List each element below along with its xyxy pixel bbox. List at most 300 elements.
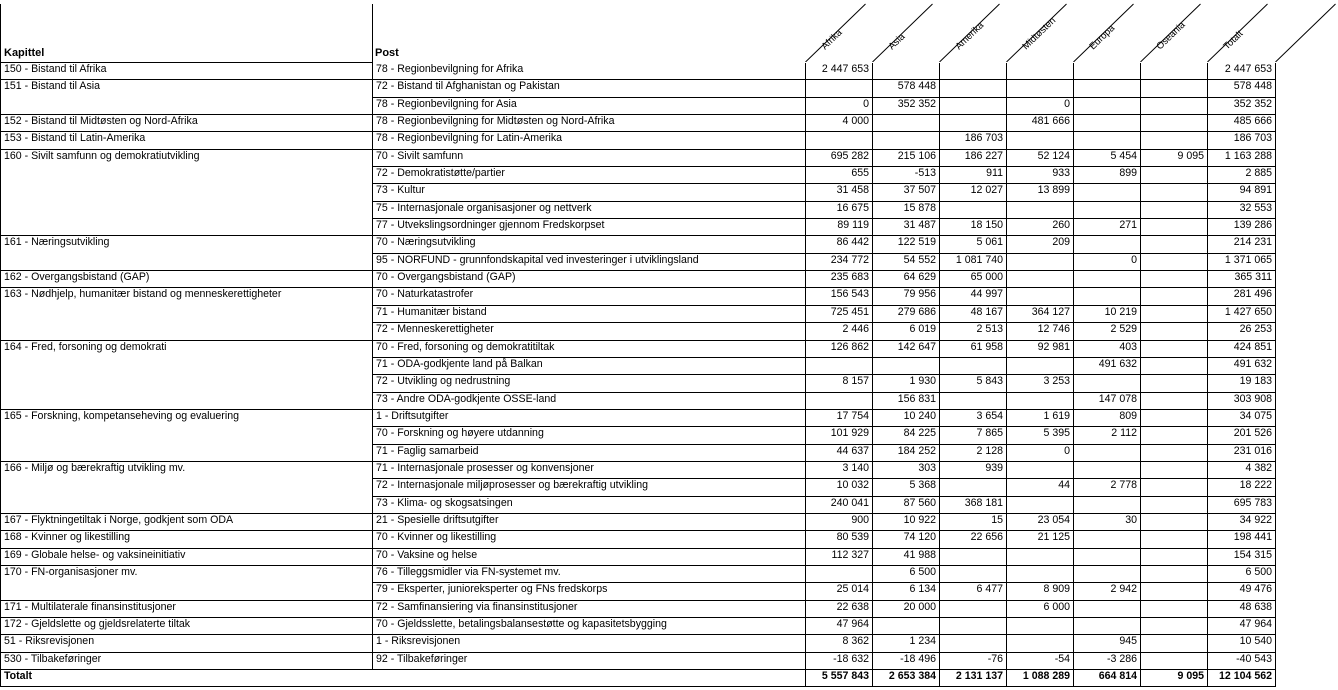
value-cell-europa (1074, 444, 1141, 461)
kapittel-cell (1, 219, 373, 236)
value-cell-europa: -3 286 (1074, 652, 1141, 669)
table-row (1, 132, 1276, 149)
value-cell-oseania (1141, 635, 1208, 652)
value-cell-asia: 54 552 (873, 253, 940, 270)
value-cell-afrika: 655 (806, 167, 873, 184)
value-cell-afrika: 44 637 (806, 444, 873, 461)
post-cell: 78 - Regionbevilgning for Midtøsten og Nord-Afrika (373, 115, 806, 132)
value-cell-europa: 0 (1074, 253, 1141, 270)
header-post: Post (375, 47, 399, 59)
value-cell-midtosten: 0 (1007, 444, 1074, 461)
post-cell: 70 - Vaksine og helse (373, 548, 806, 565)
value-cell-midtosten: 21 125 (1007, 531, 1074, 548)
value-cell-europa (1074, 184, 1141, 201)
post-cell: 73 - Kultur (373, 184, 806, 201)
header-region-amerika: Amerika (953, 20, 987, 53)
post-cell: 75 - Internasjonale organisasjoner og nettverk (373, 201, 806, 218)
value-cell-afrika: 900 (806, 513, 873, 530)
value-cell-amerika: 368 181 (940, 496, 1007, 513)
appropriation-table (0, 62, 1276, 687)
post-cell: 78 - Regionbevilgning for Latin-Amerika (373, 132, 806, 149)
value-cell-europa (1074, 115, 1141, 132)
table-row (1, 184, 1276, 201)
value-cell-asia: 74 120 (873, 531, 940, 548)
table-row (1, 392, 1276, 409)
table-row (1, 548, 1276, 565)
value-cell-midtosten: 481 666 (1007, 115, 1074, 132)
value-cell-totalt: 303 908 (1208, 392, 1276, 409)
post-cell: 71 - Faglig samarbeid (373, 444, 806, 461)
value-cell-midtosten: 13 899 (1007, 184, 1074, 201)
value-cell-totalt: 578 448 (1208, 80, 1276, 97)
value-cell-afrika: 235 683 (806, 271, 873, 288)
value-cell-afrika: 89 119 (806, 219, 873, 236)
value-cell-totalt: 198 441 (1208, 531, 1276, 548)
value-cell-totalt: 186 703 (1208, 132, 1276, 149)
table-row (1, 97, 1276, 114)
table-body (1, 63, 1276, 687)
value-cell-totalt: 4 382 (1208, 461, 1276, 478)
value-cell-totalt: 48 638 (1208, 600, 1276, 617)
value-cell-midtosten (1007, 635, 1074, 652)
value-cell-midtosten (1007, 288, 1074, 305)
value-cell-midtosten: 3 253 (1007, 375, 1074, 392)
kapittel-cell (1, 201, 373, 218)
value-cell-amerika (940, 600, 1007, 617)
value-cell-oseania (1141, 323, 1208, 340)
value-cell-amerika (940, 357, 1007, 374)
kapittel-cell: 163 - Nødhjelp, humanitær bistand og menneskerettigheter (1, 288, 373, 305)
value-cell-europa (1074, 236, 1141, 253)
kapittel-cell: 164 - Fred, forsoning og demokrati (1, 340, 373, 357)
value-cell-totalt: 231 016 (1208, 444, 1276, 461)
kapittel-cell (1, 97, 373, 114)
value-cell-totalt: 281 496 (1208, 288, 1276, 305)
post-cell: 72 - Menneskerettigheter (373, 323, 806, 340)
kapittel-cell (1, 392, 373, 409)
table-row (1, 80, 1276, 97)
value-cell-afrika: 101 929 (806, 427, 873, 444)
value-cell-midtosten: 23 054 (1007, 513, 1074, 530)
value-cell-afrika: 156 543 (806, 288, 873, 305)
value-cell-afrika (806, 392, 873, 409)
value-cell-afrika: 4 000 (806, 115, 873, 132)
value-cell-oseania (1141, 444, 1208, 461)
table-row (1, 149, 1276, 166)
value-cell-afrika: 112 327 (806, 548, 873, 565)
value-cell-amerika: 44 997 (940, 288, 1007, 305)
value-cell-midtosten (1007, 548, 1074, 565)
post-cell: 72 - Samfinansiering via finansinstitusjoner (373, 600, 806, 617)
value-cell-amerika (940, 392, 1007, 409)
table-row (1, 409, 1276, 426)
kapittel-cell: 171 - Multilaterale finansinstitusjoner (1, 600, 373, 617)
value-cell-europa: 2 112 (1074, 427, 1141, 444)
value-cell-totalt: 47 964 (1208, 618, 1276, 635)
value-cell-oseania (1141, 271, 1208, 288)
table-row (1, 618, 1276, 635)
value-cell-europa: 147 078 (1074, 392, 1141, 409)
value-cell-amerika: 186 703 (940, 132, 1007, 149)
value-cell-totalt: 34 075 (1208, 409, 1276, 426)
value-cell-oseania (1141, 305, 1208, 322)
value-cell-midtosten: 5 395 (1007, 427, 1074, 444)
value-cell-oseania (1141, 236, 1208, 253)
value-cell-totalt: 2 447 653 (1208, 63, 1276, 80)
value-cell-asia: 41 988 (873, 548, 940, 565)
kapittel-cell (1, 167, 373, 184)
kapittel-cell: 160 - Sivilt samfunn og demokratiutvikling (1, 149, 373, 166)
post-cell: 70 - Sivilt samfunn (373, 149, 806, 166)
value-cell-afrika: 16 675 (806, 201, 873, 218)
value-cell-asia: 10 240 (873, 409, 940, 426)
value-cell-asia: 1 930 (873, 375, 940, 392)
value-cell-midtosten: 260 (1007, 219, 1074, 236)
kapittel-cell (1, 184, 373, 201)
value-cell-oseania (1141, 80, 1208, 97)
value-cell-afrika: 0 (806, 97, 873, 114)
value-cell-afrika (806, 80, 873, 97)
value-cell-afrika (806, 357, 873, 374)
value-cell-amerika: 1 081 740 (940, 253, 1007, 270)
table-row (1, 496, 1276, 513)
value-cell-amerika: 5 061 (940, 236, 1007, 253)
header-divider (1276, 4, 1336, 62)
value-cell-amerika: 65 000 (940, 271, 1007, 288)
post-cell: 71 - ODA-godkjente land på Balkan (373, 357, 806, 374)
value-cell-afrika: 725 451 (806, 305, 873, 322)
kapittel-cell (1, 496, 373, 513)
value-cell-amerika: 22 656 (940, 531, 1007, 548)
value-cell-midtosten (1007, 271, 1074, 288)
value-cell-europa: 945 (1074, 635, 1141, 652)
kapittel-cell: 161 - Næringsutvikling (1, 236, 373, 253)
value-cell-afrika (806, 132, 873, 149)
value-cell-totalt: 139 286 (1208, 219, 1276, 236)
value-cell-asia (873, 618, 940, 635)
kapittel-cell: 151 - Bistand til Asia (1, 80, 373, 97)
value-cell-midtosten: 12 746 (1007, 323, 1074, 340)
post-cell: 1 - Driftsutgifter (373, 409, 806, 426)
value-cell-afrika: 25 014 (806, 583, 873, 600)
kapittel-cell (1, 253, 373, 270)
value-cell-oseania (1141, 63, 1208, 80)
value-cell-oseania (1141, 375, 1208, 392)
value-cell-midtosten (1007, 392, 1074, 409)
value-cell-europa (1074, 531, 1141, 548)
value-cell-totalt: 1 163 288 (1208, 149, 1276, 166)
kapittel-cell (1, 375, 373, 392)
value-cell-midtosten (1007, 618, 1074, 635)
value-cell-oseania (1141, 132, 1208, 149)
value-cell-midtosten (1007, 461, 1074, 478)
value-cell-totalt: 19 183 (1208, 375, 1276, 392)
value-cell-asia (873, 132, 940, 149)
value-cell-europa: 30 (1074, 513, 1141, 530)
value-cell-afrika: 2 446 (806, 323, 873, 340)
table-row (1, 444, 1276, 461)
value-cell-oseania (1141, 513, 1208, 530)
value-cell-amerika (940, 635, 1007, 652)
post-cell: 95 - NORFUND - grunnfondskapital ved investeringer i utviklingsland (373, 253, 806, 270)
value-cell-asia: 20 000 (873, 600, 940, 617)
total-label: Totalt (1, 670, 806, 687)
kapittel-cell (1, 583, 373, 600)
kapittel-cell: 162 - Overgangsbistand (GAP) (1, 271, 373, 288)
total-cell-totalt: 12 104 562 (1208, 670, 1276, 687)
value-cell-asia: 87 560 (873, 496, 940, 513)
kapittel-cell: 152 - Bistand til Midtøsten og Nord-Afrika (1, 115, 373, 132)
value-cell-midtosten (1007, 80, 1074, 97)
value-cell-asia: -18 496 (873, 652, 940, 669)
value-cell-europa (1074, 548, 1141, 565)
post-cell: 78 - Regionbevilgning for Afrika (373, 63, 806, 80)
value-cell-midtosten: 44 (1007, 479, 1074, 496)
value-cell-amerika: 3 654 (940, 409, 1007, 426)
value-cell-asia: 122 519 (873, 236, 940, 253)
table-row (1, 461, 1276, 478)
value-cell-afrika: -18 632 (806, 652, 873, 669)
value-cell-amerika (940, 548, 1007, 565)
value-cell-oseania (1141, 357, 1208, 374)
total-cell-oseania: 9 095 (1141, 670, 1208, 687)
value-cell-asia: 6 134 (873, 583, 940, 600)
value-cell-oseania (1141, 340, 1208, 357)
value-cell-afrika: 86 442 (806, 236, 873, 253)
value-cell-asia: 1 234 (873, 635, 940, 652)
table-row (1, 600, 1276, 617)
value-cell-midtosten: -54 (1007, 652, 1074, 669)
header-kapittel: Kapittel (4, 47, 45, 59)
post-cell: 21 - Spesielle driftsutgifter (373, 513, 806, 530)
value-cell-afrika: 240 041 (806, 496, 873, 513)
value-cell-europa (1074, 565, 1141, 582)
value-cell-asia: 215 106 (873, 149, 940, 166)
kapittel-cell: 150 - Bistand til Afrika (1, 63, 373, 80)
value-cell-totalt: 2 885 (1208, 167, 1276, 184)
table-row (1, 340, 1276, 357)
value-cell-afrika: 126 862 (806, 340, 873, 357)
kapittel-cell: 170 - FN-organisasjoner mv. (1, 565, 373, 582)
value-cell-midtosten: 6 000 (1007, 600, 1074, 617)
table-row (1, 219, 1276, 236)
value-cell-midtosten (1007, 357, 1074, 374)
table-row (1, 63, 1276, 80)
total-row (1, 670, 1276, 687)
value-cell-amerika: 186 227 (940, 149, 1007, 166)
value-cell-asia: 31 487 (873, 219, 940, 236)
value-cell-totalt: -40 543 (1208, 652, 1276, 669)
value-cell-asia: 37 507 (873, 184, 940, 201)
table-row (1, 271, 1276, 288)
value-cell-amerika: 6 477 (940, 583, 1007, 600)
post-cell: 71 - Internasjonale prosesser og konvensjoner (373, 461, 806, 478)
value-cell-afrika: 10 032 (806, 479, 873, 496)
value-cell-oseania (1141, 219, 1208, 236)
value-cell-afrika: 695 282 (806, 149, 873, 166)
value-cell-europa: 2 529 (1074, 323, 1141, 340)
value-cell-europa: 2 778 (1074, 479, 1141, 496)
value-cell-oseania: 9 095 (1141, 149, 1208, 166)
value-cell-europa (1074, 201, 1141, 218)
value-cell-asia: 303 (873, 461, 940, 478)
value-cell-asia: 352 352 (873, 97, 940, 114)
value-cell-oseania (1141, 392, 1208, 409)
post-cell: 77 - Utvekslingsordninger gjennom Fredskorpset (373, 219, 806, 236)
value-cell-totalt: 18 222 (1208, 479, 1276, 496)
value-cell-afrika: 31 458 (806, 184, 873, 201)
value-cell-amerika (940, 618, 1007, 635)
total-cell-midtosten: 1 088 289 (1007, 670, 1074, 687)
post-cell: 70 - Fred, forsoning og demokratitiltak (373, 340, 806, 357)
table-row (1, 427, 1276, 444)
value-cell-europa (1074, 132, 1141, 149)
value-cell-asia: 64 629 (873, 271, 940, 288)
kapittel-cell (1, 444, 373, 461)
value-cell-europa: 899 (1074, 167, 1141, 184)
value-cell-oseania (1141, 652, 1208, 669)
value-cell-amerika (940, 63, 1007, 80)
value-cell-oseania (1141, 600, 1208, 617)
value-cell-midtosten: 52 124 (1007, 149, 1074, 166)
value-cell-oseania (1141, 409, 1208, 426)
kapittel-cell: 153 - Bistand til Latin-Amerika (1, 132, 373, 149)
value-cell-afrika: 80 539 (806, 531, 873, 548)
kapittel-cell: 168 - Kvinner og likestilling (1, 531, 373, 548)
post-cell: 92 - Tilbakeføringer (373, 652, 806, 669)
value-cell-europa: 271 (1074, 219, 1141, 236)
value-cell-oseania (1141, 167, 1208, 184)
value-cell-afrika: 8 157 (806, 375, 873, 392)
post-cell: 70 - Næringsutvikling (373, 236, 806, 253)
value-cell-amerika: 2 513 (940, 323, 1007, 340)
value-cell-midtosten: 209 (1007, 236, 1074, 253)
value-cell-amerika: 939 (940, 461, 1007, 478)
value-cell-oseania (1141, 184, 1208, 201)
header-region-totalt: Totalt (1221, 28, 1246, 53)
post-cell: 72 - Bistand til Afghanistan og Pakistan (373, 80, 806, 97)
table-row (1, 565, 1276, 582)
kapittel-cell: 172 - Gjeldslette og gjeldsrelaterte tiltak (1, 618, 373, 635)
post-cell: 71 - Humanitær bistand (373, 305, 806, 322)
table-row (1, 253, 1276, 270)
post-cell: 72 - Utvikling og nedrustning (373, 375, 806, 392)
table-row (1, 236, 1276, 253)
post-cell: 76 - Tilleggsmidler via FN-systemet mv. (373, 565, 806, 582)
value-cell-asia: -513 (873, 167, 940, 184)
value-cell-europa (1074, 375, 1141, 392)
value-cell-asia: 15 878 (873, 201, 940, 218)
value-cell-amerika (940, 80, 1007, 97)
header-region-europa: Europa (1087, 22, 1118, 53)
value-cell-europa: 10 219 (1074, 305, 1141, 322)
value-cell-midtosten (1007, 201, 1074, 218)
header-region-asia: Asia (886, 31, 908, 53)
value-cell-totalt: 26 253 (1208, 323, 1276, 340)
value-cell-amerika: 48 167 (940, 305, 1007, 322)
table-row (1, 583, 1276, 600)
value-cell-totalt: 1 427 650 (1208, 305, 1276, 322)
value-cell-asia (873, 63, 940, 80)
value-cell-midtosten: 1 619 (1007, 409, 1074, 426)
kapittel-cell: 167 - Flyktningetiltak i Norge, godkjent som ODA (1, 513, 373, 530)
table-row (1, 479, 1276, 496)
value-cell-totalt: 424 851 (1208, 340, 1276, 357)
value-cell-europa: 5 454 (1074, 149, 1141, 166)
value-cell-asia (873, 115, 940, 132)
value-cell-totalt: 49 476 (1208, 583, 1276, 600)
value-cell-amerika: 7 865 (940, 427, 1007, 444)
value-cell-europa: 491 632 (1074, 357, 1141, 374)
value-cell-asia: 578 448 (873, 80, 940, 97)
header-region-oseania: Oseania (1154, 19, 1188, 53)
value-cell-oseania (1141, 479, 1208, 496)
value-cell-totalt: 365 311 (1208, 271, 1276, 288)
value-cell-midtosten (1007, 253, 1074, 270)
value-cell-europa (1074, 288, 1141, 305)
value-cell-midtosten (1007, 565, 1074, 582)
table-row (1, 288, 1276, 305)
value-cell-oseania (1141, 583, 1208, 600)
value-cell-amerika: 12 027 (940, 184, 1007, 201)
value-cell-oseania (1141, 565, 1208, 582)
kapittel-cell: 530 - Tilbakeføringer (1, 652, 373, 669)
value-cell-totalt: 10 540 (1208, 635, 1276, 652)
kapittel-cell (1, 479, 373, 496)
value-cell-totalt: 352 352 (1208, 97, 1276, 114)
kapittel-cell (1, 427, 373, 444)
value-cell-asia (873, 357, 940, 374)
kapittel-cell: 51 - Riksrevisjonen (1, 635, 373, 652)
value-cell-europa (1074, 63, 1141, 80)
value-cell-asia: 184 252 (873, 444, 940, 461)
value-cell-amerika (940, 115, 1007, 132)
value-cell-europa: 403 (1074, 340, 1141, 357)
value-cell-europa (1074, 618, 1141, 635)
value-cell-totalt: 201 526 (1208, 427, 1276, 444)
value-cell-asia: 79 956 (873, 288, 940, 305)
table-row (1, 167, 1276, 184)
value-cell-totalt: 214 231 (1208, 236, 1276, 253)
value-cell-europa (1074, 97, 1141, 114)
value-cell-oseania (1141, 201, 1208, 218)
value-cell-oseania (1141, 548, 1208, 565)
total-cell-asia: 2 653 384 (873, 670, 940, 687)
value-cell-europa: 809 (1074, 409, 1141, 426)
post-cell: 72 - Demokratistøtte/partier (373, 167, 806, 184)
post-cell: 1 - Riksrevisjonen (373, 635, 806, 652)
value-cell-oseania (1141, 427, 1208, 444)
value-cell-amerika: 5 843 (940, 375, 1007, 392)
value-cell-midtosten (1007, 63, 1074, 80)
kapittel-cell (1, 305, 373, 322)
table-row (1, 375, 1276, 392)
value-cell-afrika: 22 638 (806, 600, 873, 617)
value-cell-afrika: 234 772 (806, 253, 873, 270)
value-cell-europa (1074, 496, 1141, 513)
total-cell-amerika: 2 131 137 (940, 670, 1007, 687)
kapittel-cell: 165 - Forskning, kompetanseheving og evaluering (1, 409, 373, 426)
value-cell-afrika: 2 447 653 (806, 63, 873, 80)
header-region-afrika: Afrika (819, 27, 845, 53)
value-cell-amerika: 911 (940, 167, 1007, 184)
value-cell-amerika: -76 (940, 652, 1007, 669)
value-cell-midtosten (1007, 496, 1074, 513)
total-cell-afrika: 5 557 843 (806, 670, 873, 687)
value-cell-oseania (1141, 253, 1208, 270)
value-cell-europa (1074, 271, 1141, 288)
value-cell-totalt: 154 315 (1208, 548, 1276, 565)
